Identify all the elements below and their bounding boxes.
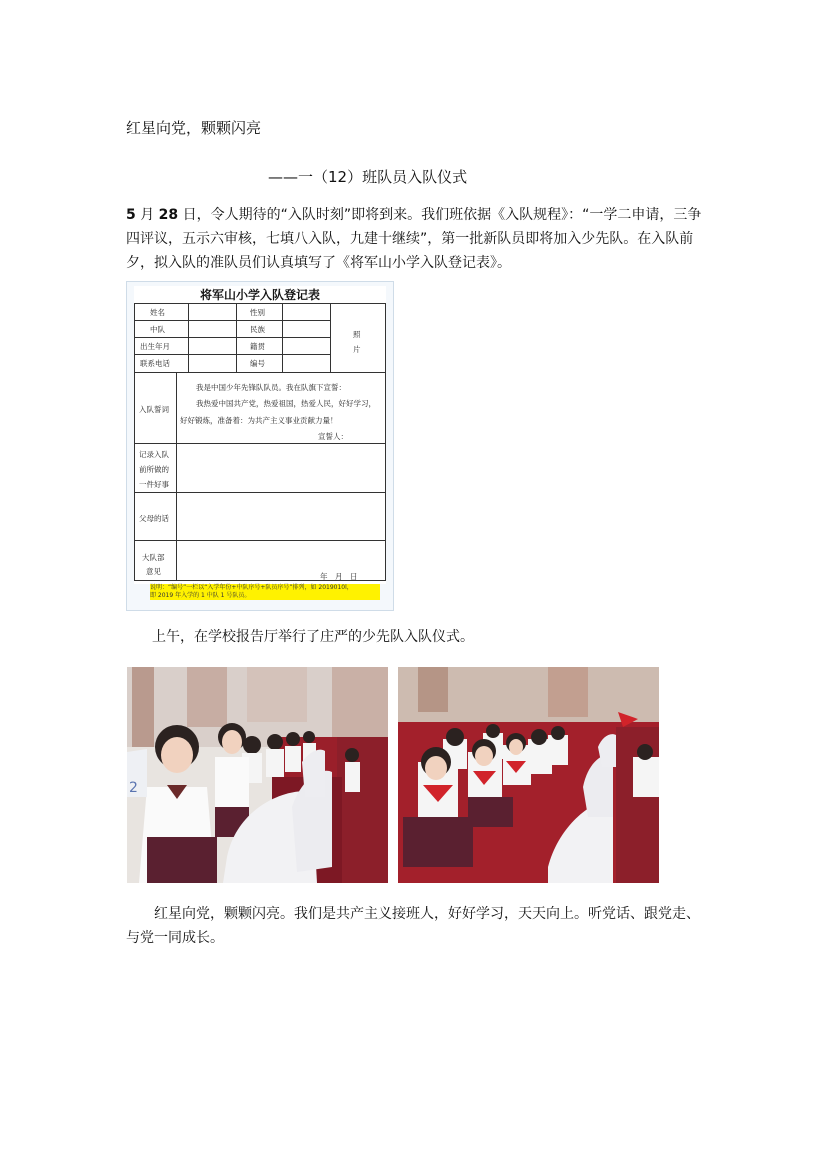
label-squad: 中队 <box>150 325 165 334</box>
form-date-line: 年 月 日 <box>320 572 358 581</box>
doc-subtitle: ——一（12）班队员入队仪式 <box>268 168 468 186</box>
form-title: 将军山小学入队登记表 <box>199 288 320 302</box>
label-good-deed-2: 前所做的 <box>139 465 169 474</box>
label-parents: 父母的话 <box>139 514 169 523</box>
oath-line-3: 好好锻炼，准备着：为共产主义事业贡献力量！ <box>180 416 338 425</box>
oath-signer: 宣誓人： <box>318 432 348 441</box>
label-oath: 入队誓词 <box>139 405 169 414</box>
date-day: 28 <box>158 207 179 223</box>
oath-line-2: 我热爱中国共产党，热爱祖国，热爱人民，好好学习， <box>196 399 376 408</box>
intro-paragraph: 5 月 28 日，令人期待的“入队时刻”即将到来。我们班依据《入队规程》：“一学二申请，三争四评议，五示六审核，七填八入队，九建十继续”，第一批新队员即将加入少先队。在入队前夕，拟入队的准队员们认真填写了《将军山小学入队登记表》。 <box>126 207 702 271</box>
registration-form-image <box>126 281 394 611</box>
label-ethnicity: 民族 <box>250 325 265 334</box>
label-number: 编号 <box>250 359 265 368</box>
label-birth: 出生年月 <box>140 342 170 351</box>
label-good-deed-1: 记录入队 <box>139 450 169 459</box>
label-gender: 性别 <box>250 308 265 317</box>
doc-title: 红星向党，颗颗闪亮 <box>126 119 262 137</box>
date-number: 5 <box>126 207 136 223</box>
svg-text:2: 2 <box>129 780 138 796</box>
form-note: 说明：“编号”一栏以“入学年份+中队序号+队员序号”排列，如 2019010l， 即 2019 年入学的 1 中队 1 号队员。 <box>150 584 380 600</box>
label-photo-2: 片 <box>353 345 361 354</box>
label-good-deed-3: 一件好事 <box>139 480 169 489</box>
label-name: 姓名 <box>150 308 165 317</box>
label-brigade-1: 大队部 <box>142 553 165 562</box>
label-phone: 联系电话 <box>140 359 170 368</box>
form-grid <box>134 303 386 581</box>
ceremony-photo-left <box>127 667 388 883</box>
label-photo-1: 照 <box>353 330 361 339</box>
label-brigade-2: 意见 <box>146 567 161 576</box>
ceremony-photo-right <box>398 667 659 883</box>
closing-paragraph: 红星向党，颗颗闪亮。我们是共产主义接班人，好好学习，天天向上。听党话、跟党走、与党一同成长。 <box>126 906 700 946</box>
label-native: 籍贯 <box>250 342 265 351</box>
oath-line-1: 我是中国少年先锋队队员。我在队旗下宣誓： <box>196 383 346 392</box>
ceremony-paragraph: 上午，在学校报告厅举行了庄严的少先队入队仪式。 <box>152 629 474 645</box>
